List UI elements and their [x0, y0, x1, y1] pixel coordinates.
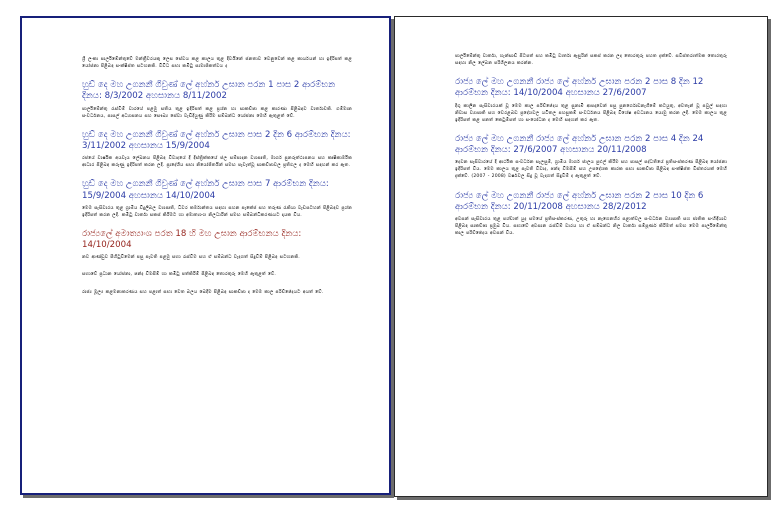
page-right-content	[455, 53, 727, 247]
section-body-r3: අවසන් සැසිවාරය තුළ පශ්චාත් යුද සමයේ ප්‍රතිසංස්කරණ, උතුරු හා නැගෙනහිර පළාත්වල සංවර්ධන ව්‍යාපෘති සහ ජාතික සංහිඳියාව පිළිබඳ සාකච්ඡා ප්‍රමුඛ විය. සභාවේ අවසාන රැස්වීම් වාරය හා ඒ සම්බන්ධ නිල වාර්තා සම්පූර්ණ කිරීමත් සමඟ මෙම පාර්ලිමේන්තු කාල පරිච්ඡේදය අවසන් විය.	[455, 216, 727, 237]
section-body-4a: නව ආණ්ඩුව පිහිටුවීමෙන් පසු පැවති පළමු සභා රැස්වීම සහ ඒ සම්බන්ධ වැදගත් සිදුවීම් පිළිබඳ සටහනකි.	[82, 255, 300, 261]
section-heading-4: රාජ්‍යලේ අමාත්‍යාංශ පරත 18 හි මහ උඝාන ආරම්භනය දිනය: 14/10/2004	[82, 228, 302, 251]
section-heading-3: හුඩ් දෙ මහ උගනනී ගිවුණ් ලේ අහ්නර් උඝාන පාස 7 ආරම්භන දිනය: 15/9/2004 අහසානය 14/10/2004	[82, 179, 329, 201]
section-body-3: මෙම සැසිවාරය තුළ ග්‍රාමීය විදුලිබල ව්‍යාපෘති, ධීවර කර්මාන්තය සඳහා සහන පැකේජ සහ තරුණ රැකියා වැඩසටහන් පිළිබඳව ප්‍රශ්න ඉදිරිපත් කරන ලදී. කමිටු වාර්තා සකස් කිරීමට හා අමාත්‍යාංශ නිලධාරීන් සමඟ සම්බන්ධීකරණයට දායක විය.	[82, 205, 352, 218]
page-left-content	[82, 56, 352, 306]
section-body-r2: දෙවන සැසිවාරයේ දී ආර්ථික සංවර්ධන සැලසුම්, ග්‍රාමීය මාර්ග ජාලය පුළුල් කිරීම සහ පාසල් පද්ධතියේ ප්‍රතිසංස්කරණ පිළිබඳ යෝජනා ඉදිරිපත් විය. මෙම කාලය තුළ පැවති විවාද, ඡන්ද විමසීම් සහ උපදේශක කාරක සභා සාකච්ඡා පිළිබඳ සංක්ෂිප්ත විස්තරයක් මෙහි දැක්වේ. (2007 - 2008) වර්ෂවල සිදු වූ වැදගත් සිදුවීම් ද ඇතුළත් වේ.	[455, 160, 727, 180]
paragraph-intro: ශ්‍රී ලංකා පාර්ලිමේන්තුවේ මන්ත්‍රීවරයකු ලෙස සේවය කළ කාලය තුළ දිවයිනේ ජනතාව වෙනුවෙන් කළ කාර්යයන් හා ඉදිරිපත් කළ යෝජනා පිළිබඳ සංක්ෂිප්ත සටහනකි. විවිධ සභා කමිටු සාමාජිකත්වය ද	[82, 57, 352, 70]
section-body-r1: දිගු කාලීන සැසිවාරයක් වූ මෙම කාල පරිච්ඡේදය තුළ සුනාමි ආපදාවෙන් පසු පුනර්ගොඩනැගීමේ කටයුතු, අවතැන් වූ පවුල් සඳහා නිවාස ව්‍යාපෘති සහ වෙරළබඩ ප්‍රදේශවල යටිතල පහසුකම් සංවර්ධනය පිළිබඳ විශේෂ අවධානය යොමු කරන ලදී. මෙම කාලය තුළ ඉදිරිපත් කළ පනත් කෙටුම්පත් හා සංශෝධන ද මෙහි සඳහන් කර ඇත.	[455, 103, 727, 123]
section-body-1: පාර්ලිමේන්තු රැස්වීම් වාරයේ පළමු සතිය තුළ ඉදිරිපත් කළ ප්‍රශ්න හා සාකච්ඡා කළ කාරණා පිළිබඳව වාර්තාවකි. ගම්මාන සංවර්ධනය, පාසල් අධ්‍යාපනය සහ සෞඛ්‍ය සේවා වැඩිදියුණු කිරීම සම්බන්ධ යෝජනා මෙහි ඇතුළත් වේ.	[82, 106, 352, 119]
document-page-right	[394, 16, 768, 497]
section-heading-r1: රාජ්‍ය ලේ මහ උගනනී රාජ්‍ය ලේ අහ්නර් උඝාන පරන 2 පාස 8 දින 12 ආරම්භන දිනය: 14/10/2004 අහසානය 27/6/2007	[455, 77, 704, 99]
section-heading-1: හුඩ් දෙ මහ උගනනී ගිවුණ් ලේ අහ්නර් උඝාන පරන 1 පාස 2 ආරම්භන දිනය: 8/3/2002 අහසානය 8/11/2002	[82, 80, 336, 102]
section-body-2: රජයේ වාර්ෂික අයවැය ලේඛනය පිළිබඳ විවාදයේ දී දිස්ත්‍රික්කයේ ජල සම්පාදන ව්‍යාපෘති, මාර්ග පුනරුත්ථාපනය සහ කෘෂිකාර්මික ආධාර පිළිබඳ කරුණු ඉදිරිපත් කරන ලදී. ප්‍රාදේශීය සභා නියෝජිතයින් සමඟ පැවැත්වූ සාකච්ඡාවල ප්‍රතිඵල ද මෙහි සඳහන් කර ඇත.	[82, 156, 352, 169]
section-body-4c: රාජ්‍ය මූල්‍ය කළමනාකරණය සහ පළාත් සභා වෙත බලය බෙදීම පිළිබඳ සාකච්ඡා ද මෙම කාල පරිච්ඡේදයට අයත් වේ.	[82, 289, 324, 295]
section-heading-r2: රාජ්‍ය ලේ මහ උගනනී රාජ්‍ය ලේ අහ්නර් උඝාන පරන 2 පාස 4 දින 24 ආරම්භන දිනය: 27/6/2007 අහසානය 20/11/2008	[455, 133, 704, 156]
section-body-4b: සභාවේ ප්‍රධාන යෝජනා, ඡන්ද විමසීම් හා කමිටු පත්කිරීම් පිළිබඳ තොරතුරු මෙහි ඇතුළත් වේ.	[82, 272, 277, 278]
section-heading-r3: රාජ්‍ය ලේ මහ උගනනී රාජ්‍ය ලේ අහ්නර් උඝාන පරන 2 පාස 10 දින 6 ආරම්භන දිනය: 20/11/2008 අහසානය 28/2/2012	[455, 190, 704, 212]
section-heading-2: හුඩ් දෙ මහ උගනනී ගිවුණ් ලේ අහ්නර් උඝාන පාස 2 දින 6 ආරම්භන දිනය: 3/11/2002 අහසානය 15/9/2004	[82, 129, 351, 151]
document-page-left	[20, 16, 391, 495]
paragraph-intro-right: පාර්ලිමේන්තු වාර්තා, හැන්සාඩ් පිටපත් සහ කමිටු වාර්තා ඇසුරින් සකස් කරන ලද තොරතුරු පහත දැක්වේ. සවිස්තරාත්මක තොරතුරු සඳහා නිල ලේඛන පරිශීලනය කරන්න.	[455, 54, 727, 67]
